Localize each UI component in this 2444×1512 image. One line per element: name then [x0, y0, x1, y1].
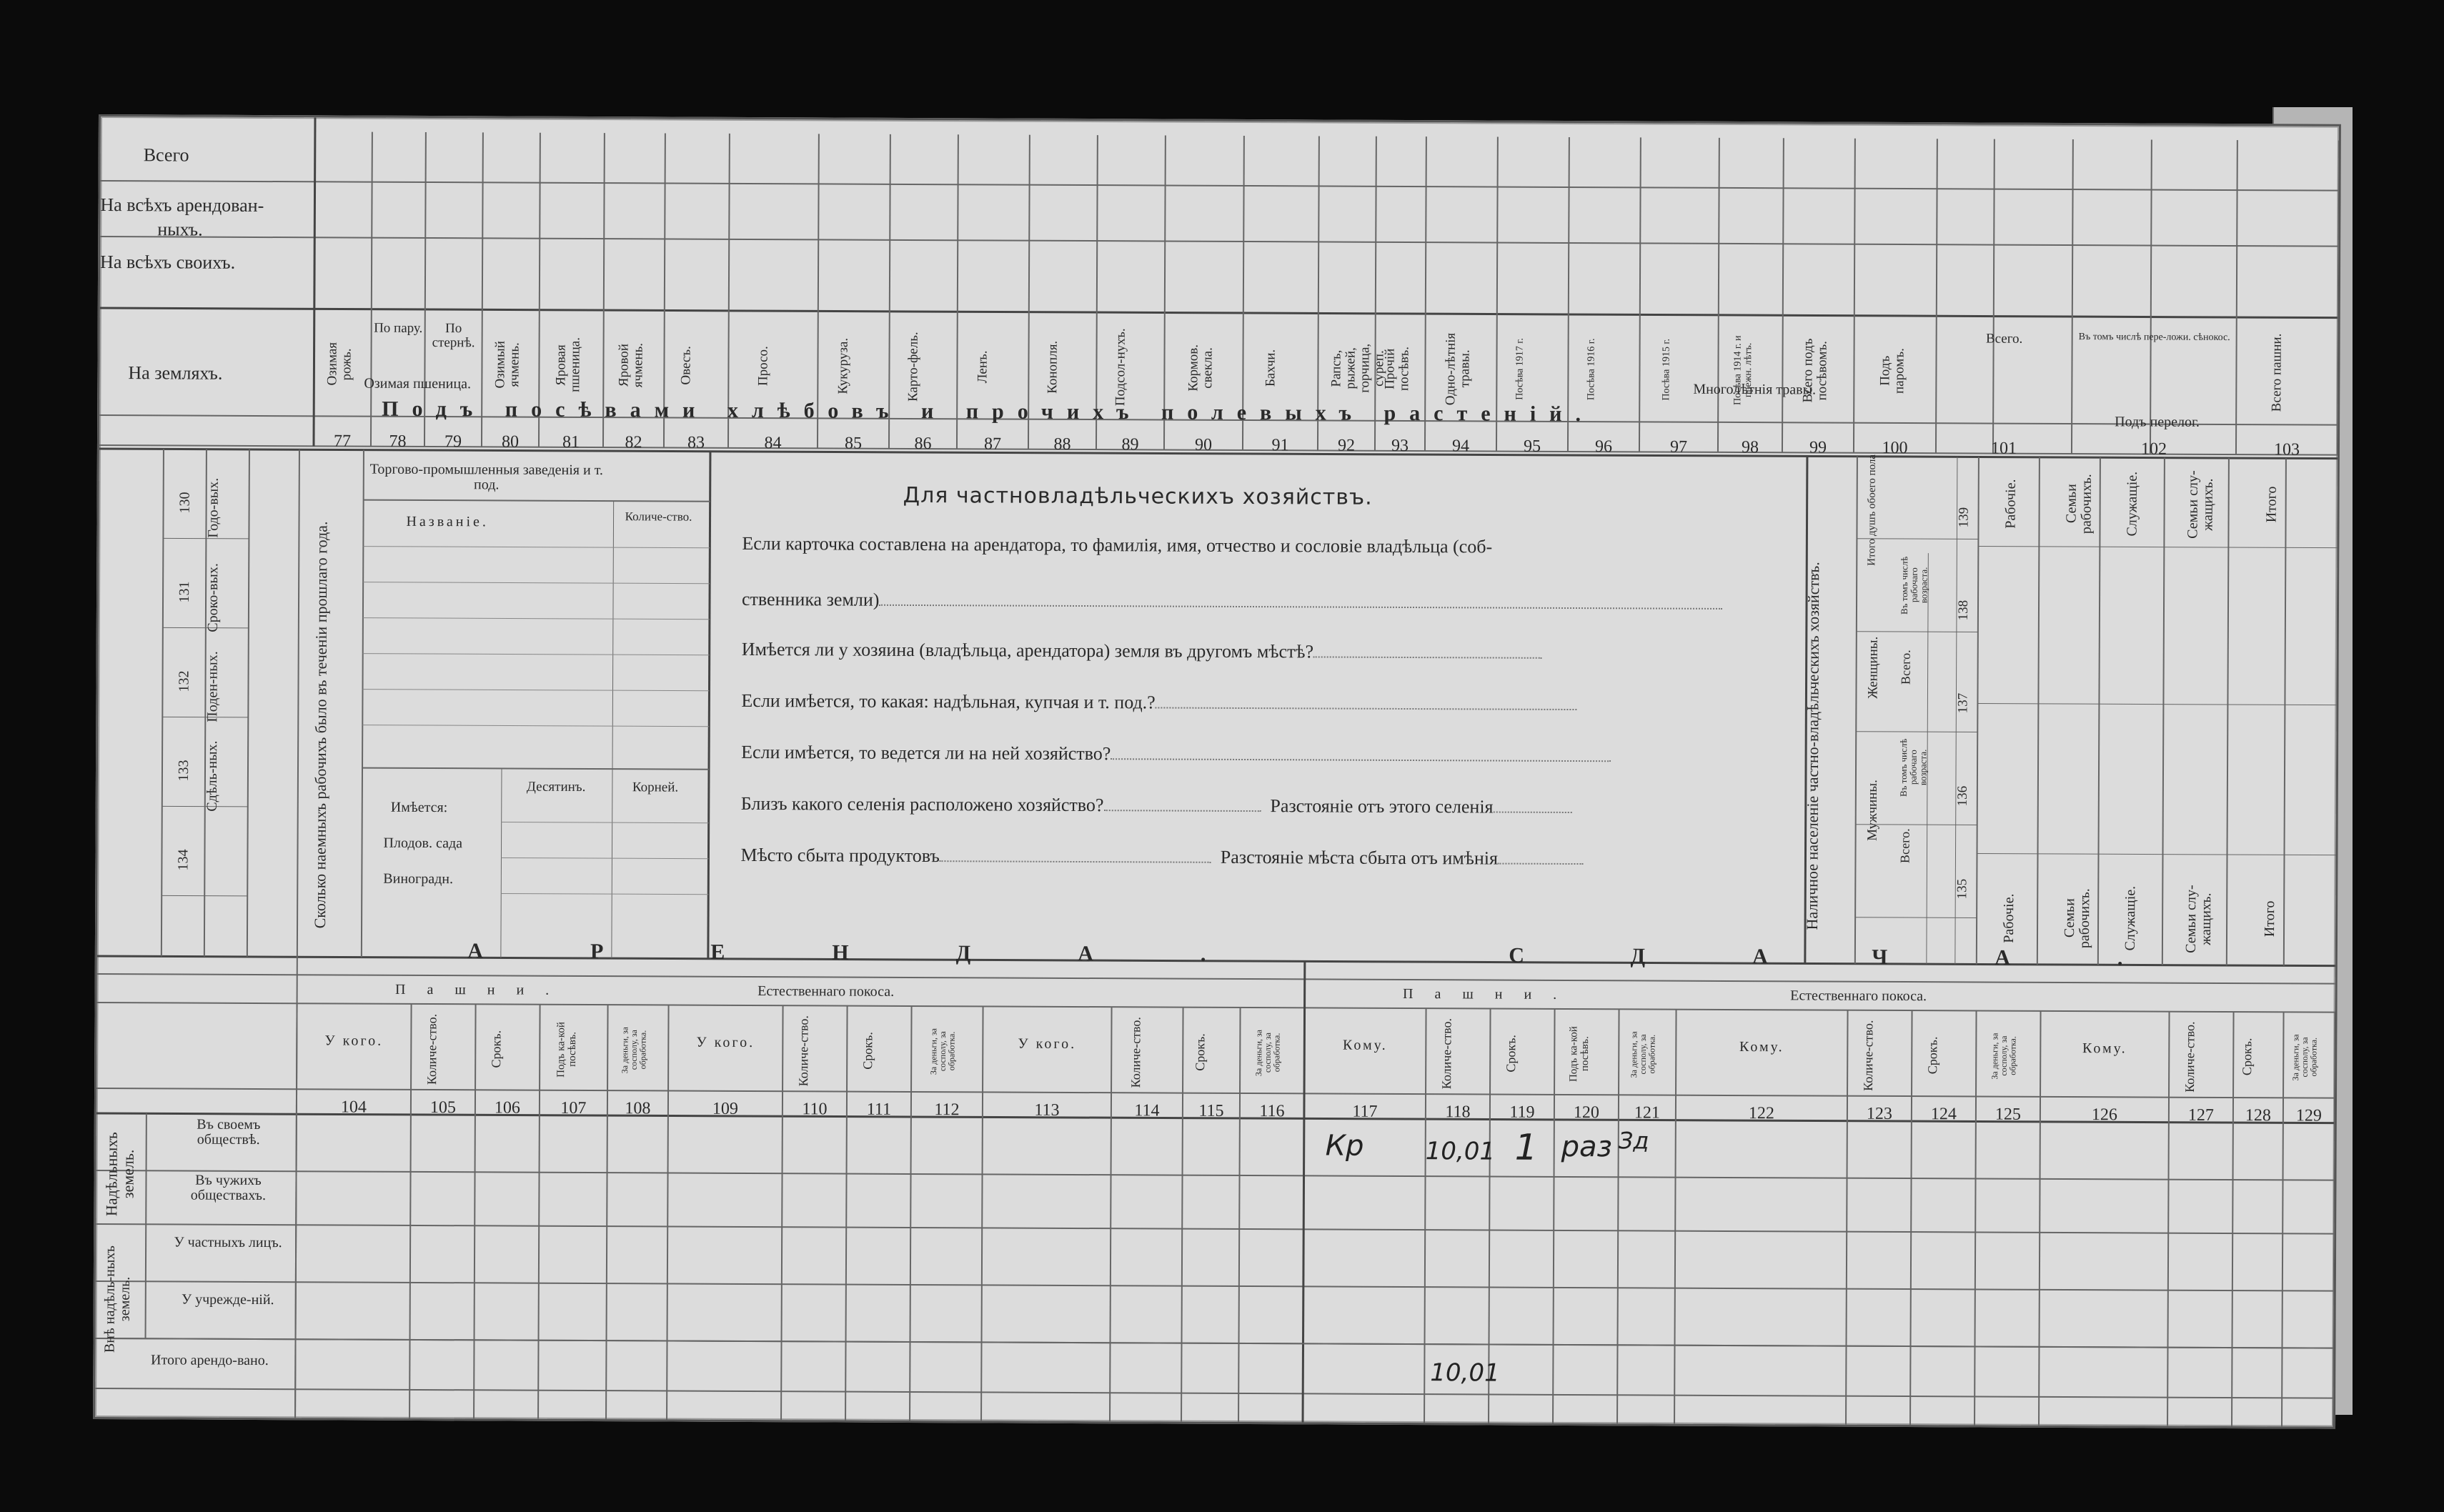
grid-line [100, 308, 2338, 318]
trade-title: Торгово-промышленныя заведенія и т. под. [369, 461, 604, 493]
grid-line [1846, 1010, 1848, 1425]
mnogoletnie-label: Многолѣтнія травы. [1693, 381, 1817, 398]
grid-line [606, 1005, 608, 1419]
arenda-col-12: Срокъ. [1193, 1033, 1208, 1072]
pop-col-bot-1: Рабочіе. [2000, 893, 2017, 943]
sdacha-num-121: 121 [1634, 1103, 1660, 1123]
crop-header-16: Рапсъ, рыжей, горчица, суреп. [1328, 344, 1387, 394]
grid-line [2333, 1013, 2335, 1427]
crop-header-24: Подъ паромъ. [1877, 348, 1907, 394]
crop-number-80: 80 [501, 432, 520, 452]
row-itogo: Итого арендо-вано. [151, 1352, 269, 1369]
sdacha-title [1405, 944, 2334, 970]
crop-number-102: 102 [2140, 439, 2167, 459]
crop-header-12: Конопля. [1044, 340, 1060, 394]
grid-line [363, 582, 710, 584]
crop-header-26: Въ томъ числѣ пере-ложи. сѣнокос. [2078, 332, 2230, 344]
arenda-title-text: АРЕНДА. [467, 939, 1313, 967]
grid-line [1617, 1009, 1619, 1423]
pop-v-tom-m: Въ томъ числѣ рабочаго возраста. [1897, 738, 1929, 797]
sdacha-num-123: 123 [1866, 1104, 1892, 1123]
private-q3-text: Если имѣется, то ведется ли на ней хозяйство? [741, 741, 1111, 765]
grid-line [1910, 1010, 1912, 1425]
private-q5 [740, 845, 1584, 868]
row-v-svoem: Въ своемъ обществѣ. [197, 1116, 261, 1148]
crop-header-14: Кормов. свекла. [1186, 344, 1216, 392]
private-q2-blank[interactable] [1156, 707, 1577, 710]
grid-line [1854, 139, 1855, 453]
crop-number-82: 82 [625, 433, 642, 452]
crop-number-99: 99 [1809, 438, 1827, 457]
grid-line [362, 450, 364, 958]
crop-number-90: 90 [1194, 435, 1213, 454]
private-q4-blank[interactable] [1103, 810, 1261, 812]
crop-header-1: Озимая рожь. [324, 342, 354, 386]
crop-number-85: 85 [844, 434, 863, 453]
worker-num-132: 132 [176, 670, 192, 692]
pop-zhenshchiny: Женщины. [1865, 636, 1881, 699]
sdacha-title-text: СДАЧА. [1509, 943, 2230, 971]
grid-line [1855, 917, 1977, 918]
sdacha-col-3: Срокъ. [1504, 1035, 1519, 1073]
crop-header-7: Овесъ. [678, 346, 694, 385]
worker-num-130: 130 [177, 492, 193, 514]
sdacha-num-118: 118 [1445, 1103, 1471, 1122]
hand-itogo: 10,01 [1430, 1358, 1500, 1388]
arenda-col-5: За деньги, за сосполу, за обработка. [619, 1026, 648, 1073]
sdacha-col-13: За деньги, за сосполу, за обработка. [2290, 1033, 2319, 1081]
row-label-svoikh: На всѣхъ своихъ. [100, 252, 236, 273]
pop-v-tom-zh: Въ томъ числѣ рабочаго возраста. [1898, 556, 1929, 615]
sdacha-num-129: 129 [2295, 1106, 2322, 1125]
arenda-col-1: У кого. [324, 1033, 384, 1049]
crop-number-84: 84 [764, 434, 782, 453]
pop-num-137: 137 [1955, 693, 1971, 714]
imeetsya-label: Имѣется: [390, 799, 448, 816]
grid-line [2236, 140, 2237, 454]
grid-line [981, 1006, 983, 1421]
crop-number-89: 89 [1121, 435, 1139, 454]
grid-line [2282, 1012, 2284, 1426]
crop-number-95: 95 [1523, 437, 1541, 456]
arenda-col-6: У кого. [696, 1034, 755, 1051]
row-label-na-zemlyakh: На земляхъ. [128, 362, 223, 384]
grid-line [96, 1224, 2334, 1234]
crop-number-86: 86 [914, 434, 932, 454]
pop-col-bot-5: Итого [2262, 900, 2278, 937]
crop-header-19: Посѣва 1917 г. [1514, 338, 1526, 401]
private-q5-blank[interactable] [940, 860, 1211, 863]
grid-line [100, 237, 2338, 247]
trade-qty-header: Количе-ство. [625, 509, 692, 524]
arenda-num-108: 108 [625, 1099, 651, 1118]
grid-line [362, 725, 709, 727]
crop-number-98: 98 [1741, 438, 1759, 457]
worker-type-1: Годо-вых. [205, 478, 222, 539]
grid-line [667, 1005, 669, 1419]
worker-type-3: Поден-ных. [204, 651, 221, 722]
private-q3 [741, 742, 1611, 766]
private-owner-blank[interactable] [879, 605, 1722, 610]
crop-number-97: 97 [1669, 437, 1688, 457]
crop-header-18: Одно-лѣтнія травы. [1443, 332, 1473, 406]
sdacha-col-7: Количе-ство. [1861, 1020, 1876, 1091]
grid-line [1977, 703, 2336, 705]
arenda-num-104: 104 [340, 1098, 367, 1117]
crop-header-2: По пару. [374, 320, 423, 336]
sdacha-num-122: 122 [1748, 1104, 1774, 1123]
arenda-pashni: Пашни. [395, 981, 571, 998]
crop-number-91: 91 [1271, 436, 1289, 455]
pop-num-138: 138 [1955, 600, 1972, 621]
grid-line [501, 857, 708, 858]
hand-za: Зд [1618, 1127, 1649, 1155]
grid-line [781, 1005, 783, 1420]
crop-number-79: 79 [444, 432, 462, 452]
grid-line [101, 181, 2339, 191]
arenda-num-111: 111 [866, 1100, 892, 1119]
grid-line [501, 768, 502, 958]
pop-num-136: 136 [1954, 786, 1970, 807]
pop-itogo-dush: Итого душъ обоего пола [1866, 454, 1878, 566]
crop-header-20: Посѣва 1916 г. [1586, 338, 1597, 401]
row-label-arend: На всѣхъ арендован- [100, 194, 264, 217]
grid-line [96, 1170, 2335, 1180]
crop-header-13: Подсол-нухъ. [1112, 328, 1128, 407]
arenda-num-106: 106 [494, 1098, 520, 1118]
grid-line [1977, 853, 2336, 855]
sdacha-num-117: 117 [1352, 1102, 1378, 1121]
crop-header-17: Прочій посѣвъ. [1382, 346, 1412, 392]
arenda-col-9: За деньги, за сосполу, за обработка. [928, 1028, 957, 1075]
arenda-num-105: 105 [429, 1098, 456, 1118]
crop-header-22: Посѣва 1914 г. и прежн. лѣтъ. [1732, 335, 1754, 405]
pop-num-135: 135 [1954, 879, 1970, 900]
crop-header-5: Яровая пшеница. [553, 337, 583, 393]
arenda-col-8: Срокъ. [860, 1032, 875, 1070]
arenda-col-3: Срокъ. [489, 1030, 504, 1068]
korney-header: Корней. [632, 780, 679, 795]
sdacha-num-119: 119 [1509, 1103, 1535, 1122]
grid-line [95, 1388, 2333, 1398]
grid-line [708, 452, 710, 959]
grid-line [1718, 138, 1719, 452]
pod-posevami-banner: Подъ посѣвами хлѣбовъ и прочихъ полевыхъ растеній. [382, 397, 1595, 427]
grid-line [363, 654, 710, 655]
private-q5b-blank[interactable] [1498, 863, 1584, 865]
row-u-chastnykh: У частныхъ лицъ. [174, 1234, 282, 1251]
grid-line [538, 1005, 540, 1419]
row-label-vsego: Всего [143, 144, 189, 166]
arenda-col-4: Подъ ка-кой посѣвъ. [555, 1021, 578, 1078]
hand-pod: раз [1561, 1130, 1612, 1164]
private-q4 [741, 794, 1572, 817]
grid-line [1238, 1008, 1241, 1422]
grid-line [612, 501, 614, 958]
grid-line [409, 1004, 412, 1418]
grid-line [1110, 1007, 1112, 1421]
crop-header-10: Карто-фель. [905, 332, 921, 402]
grid-line [2039, 1011, 2041, 1426]
grid-line [474, 1004, 476, 1418]
sdacha-num-124: 124 [1930, 1105, 1957, 1124]
private-q5b-text: Разстояніе мѣста сбыта отъ имѣнія [1220, 846, 1499, 869]
private-q1-text: Имѣется ли у хозяина (владѣльца, арендатора) земля въ другомъ мѣстѣ? [741, 638, 1314, 662]
grid-line [845, 1006, 848, 1421]
worker-type-4: Сдѣль-ных. [204, 740, 221, 812]
arenda-num-114: 114 [1134, 1101, 1160, 1120]
private-q4-text: Близъ какого селенія расположено хозяйство? [740, 792, 1104, 816]
grid-line [2338, 141, 2339, 455]
sdacha-num-126: 126 [2091, 1105, 2117, 1125]
worker-num-131: 131 [177, 581, 193, 603]
pod-perelog-label: Подъ перелог. [2115, 414, 2200, 430]
sdacha-col-4: Подъ ка-кой посѣвъ. [1568, 1026, 1591, 1082]
grid-line [1553, 1009, 1555, 1423]
trade-name-header: Названіе. [406, 513, 489, 530]
sdacha-num-128: 128 [2245, 1106, 2271, 1125]
crop-number-101: 101 [1990, 439, 2017, 458]
sdacha-col-12: Срокъ. [2240, 1038, 2255, 1076]
crop-number-83: 83 [687, 433, 705, 452]
grid-line [2072, 139, 2073, 454]
grid-line [1993, 139, 1995, 454]
grid-line [1855, 457, 1857, 964]
grid-line [96, 1281, 2334, 1291]
pop-col-top-1: Рабочіе. [2002, 479, 2019, 529]
crop-header-4: Озимый ячмень. [492, 341, 522, 389]
arenda-col-10: У кого. [1018, 1035, 1077, 1052]
grid-line [314, 117, 315, 446]
grid-line [2167, 1012, 2170, 1426]
grid-line [2232, 1012, 2234, 1426]
row-u-uchrezhdeniy: У учрежде-ній. [181, 1291, 274, 1308]
pop-col-top-2: Семьи рабочихъ. [2063, 474, 2095, 534]
grid-line [1782, 138, 1784, 452]
sdacha-col-8: Срокъ. [1925, 1036, 1940, 1075]
grid-line [297, 449, 299, 957]
pop-vsego-m: Всего. [1897, 828, 1912, 864]
sdacha-col-9: За деньги, за сосполу, за обработка. [1990, 1033, 2018, 1080]
private-q3-blank[interactable] [1111, 758, 1611, 762]
sdacha-col-6: Кому. [1739, 1039, 1784, 1055]
crop-header-11: Ленъ. [975, 350, 990, 384]
pop-col-top-3: Служащіе. [2124, 472, 2140, 537]
grid-line [1424, 1008, 1426, 1423]
grid-line [363, 618, 710, 620]
private-line1: Если карточка составлена на арендатора, то фамилія, имя, отчество и сословіе владѣльца (соб- [742, 532, 1493, 557]
grid-line [501, 893, 708, 894]
arenda-col-7: Количе-ство. [796, 1015, 811, 1086]
private-q5-text: Мѣсто сбыта продуктовъ [740, 844, 940, 867]
private-q2 [741, 691, 1576, 714]
vinograd-label: Виноградн. [383, 870, 454, 887]
worker-num-134: 134 [175, 849, 192, 871]
crop-header-9: Кукуруза. [835, 338, 851, 394]
arenda-num-115: 115 [1198, 1101, 1224, 1120]
crop-header-25: Всего. [1985, 331, 2023, 347]
sdacha-col-10: Кому. [2082, 1040, 2127, 1057]
census-card [93, 114, 2341, 1429]
arenda-num-112: 112 [934, 1100, 960, 1120]
private-q4b-text: Разстояніе отъ этого селенія [1270, 795, 1494, 817]
sdacha-num-125: 125 [1995, 1105, 2021, 1124]
crop-header-8: Просо. [755, 346, 771, 387]
crop-number-94: 94 [1451, 437, 1470, 456]
crop-number-88: 88 [1053, 434, 1071, 454]
vne-label: Внѣ надѣль-ныхъ земель. [101, 1245, 133, 1353]
nadelnykh-label: Надѣльныхъ земель. [102, 1132, 137, 1217]
grid-line [96, 1338, 2334, 1348]
crop-header-23: Всего подъ посѣвомъ. [1800, 338, 1830, 403]
grid-line [1639, 137, 1641, 452]
hand-srok: 1 [1514, 1126, 1538, 1168]
pop-col-top-4: Семьи слу-жащихъ. [2185, 470, 2216, 539]
row-v-chuzhikh: Въ чужихъ обществахъ. [190, 1172, 267, 1204]
grid-line [363, 547, 710, 548]
pop-col-bot-4: Семьи слу-жащихъ. [2182, 885, 2215, 953]
row-label-arend2: ныхъ. [157, 219, 203, 240]
sdacha-col-1: Кому. [1342, 1037, 1388, 1053]
worker-num-133: 133 [175, 760, 192, 782]
crop-number-87: 87 [983, 434, 1002, 454]
crop-header-6: Яровой ячмень. [615, 343, 646, 388]
grid-line [364, 500, 710, 502]
crop-number-100: 100 [1882, 438, 1908, 458]
arenda-num-109: 109 [712, 1099, 738, 1118]
workers-question: Сколько наемныхъ рабочихъ было въ теченіи прошлаго года. [311, 521, 331, 929]
private-title: Для частновладѣльческихъ хозяйствъ. [903, 482, 1373, 510]
arenda-num-110: 110 [802, 1100, 828, 1119]
arenda-col-2: Количе-ство. [424, 1013, 439, 1085]
pop-num-139: 139 [1956, 507, 1972, 528]
hand-kol: 10,01 [1425, 1137, 1496, 1166]
grid-line [371, 132, 372, 447]
pop-vsego-zh: Всего. [1898, 650, 1913, 685]
crop-header-21: Посѣва 1915 г. [1661, 339, 1672, 401]
form-grid [95, 116, 2339, 1427]
grid-line [362, 768, 709, 770]
hand-komu: Кр [1325, 1129, 1364, 1163]
crop-number-96: 96 [1594, 437, 1613, 457]
grid-line [1974, 1010, 1977, 1425]
pop-col-bot-3: Служащіе. [2122, 886, 2139, 951]
sdacha-num-127: 127 [2187, 1105, 2214, 1125]
arenda-title [390, 940, 1391, 967]
grid-line [1936, 139, 1937, 453]
arenda-num-116: 116 [1259, 1102, 1285, 1121]
population-title: Наличное населеніе частно-владѣльческихъ хозяйствъ. [1803, 561, 1823, 930]
sdacha-pokos: Естественнаго покоса. [1790, 988, 1927, 1005]
crop-number-92: 92 [1337, 436, 1356, 455]
arenda-col-11: Количе-ство. [1128, 1016, 1143, 1088]
arenda-num-113: 113 [1034, 1100, 1060, 1120]
arenda-pokos: Естественнаго покоса. [757, 983, 895, 1000]
crop-number-78: 78 [389, 432, 407, 451]
grid-line [1674, 1010, 1676, 1424]
pop-muzhchiny: Мужчины. [1864, 779, 1880, 841]
grid-line [162, 895, 247, 896]
grid-line [910, 1006, 912, 1421]
crop-number-93: 93 [1391, 436, 1409, 456]
grid-line [2150, 140, 2152, 454]
crop-number-77: 77 [333, 432, 352, 451]
crop-header-3: По стернѣ. [432, 321, 475, 351]
sdacha-pashni: Пашни. [1403, 985, 1579, 1003]
private-q1 [742, 640, 1542, 662]
private-q4b-blank[interactable] [1494, 812, 1572, 813]
crop-number-81: 81 [562, 432, 580, 452]
grid-line [295, 957, 297, 1418]
sdacha-col-5: За деньги, за сосполу, за обработка. [1629, 1030, 1657, 1078]
crop-header-15: Бахчи. [1262, 349, 1278, 387]
worker-type-2: Сроко-вых. [204, 562, 222, 632]
pop-col-bot-2: Семьи рабочихъ. [2061, 888, 2093, 949]
grid-line [362, 690, 709, 691]
desyatin-header: Десятинъ. [526, 779, 586, 795]
sdacha-col-2: Количе-ство. [1439, 1018, 1454, 1089]
sdacha-col-11: Количе-ство. [2182, 1021, 2197, 1093]
arenda-col-13: За деньги, за сосполу, за обработка. [1253, 1029, 1282, 1076]
crop-header-27: Всего пашни. [2269, 333, 2285, 412]
crop-number-103: 103 [2273, 440, 2300, 459]
private-line2-text: ственника земли) [741, 588, 880, 610]
sdacha-num-120: 120 [1573, 1103, 1599, 1123]
private-q2-text: Если имѣется, то какая: надѣльная, купчая и т. под.? [741, 690, 1156, 713]
pop-col-top-5: Итого [2263, 486, 2280, 523]
grid-line [1303, 961, 1305, 1422]
ozimaya-pshenitsa-label: Озимая пшеница. [364, 375, 472, 392]
arenda-num-107: 107 [560, 1098, 587, 1118]
grid-line [1181, 1008, 1183, 1422]
grid-line [162, 449, 164, 956]
private-q1-blank[interactable] [1313, 656, 1542, 658]
plodov-sada-label: Плодов. сада [383, 835, 463, 852]
